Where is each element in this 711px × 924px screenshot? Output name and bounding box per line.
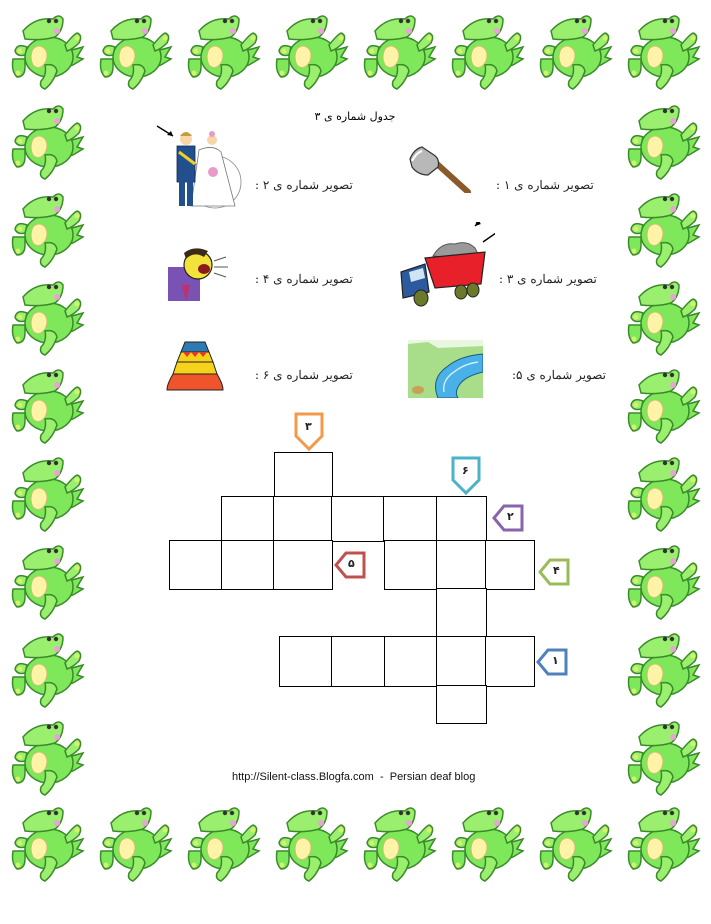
crossword-cell[interactable] bbox=[436, 540, 487, 590]
crocodile-icon bbox=[533, 5, 613, 91]
crocodile-icon bbox=[5, 623, 85, 709]
crocodile-icon bbox=[533, 797, 613, 883]
crocodile-icon bbox=[5, 183, 85, 269]
crossword-cell[interactable] bbox=[331, 496, 385, 542]
crocodile-icon bbox=[621, 359, 701, 445]
crocodile-icon bbox=[181, 797, 261, 883]
crocodile-icon bbox=[5, 447, 85, 533]
clue-6-label: تصویر شماره ی ۶ : bbox=[255, 368, 353, 382]
clue-3-label: تصویر شماره ی ۳ : bbox=[499, 272, 597, 286]
crossword-cell[interactable] bbox=[279, 636, 333, 687]
crossword-cell[interactable] bbox=[485, 636, 535, 687]
crossword-cell[interactable] bbox=[273, 540, 333, 590]
crocodile-icon bbox=[621, 711, 701, 797]
clue-tag-3-down: ۳ bbox=[294, 412, 324, 452]
page-title: جدول شماره ی ۳ bbox=[314, 110, 396, 123]
crocodile-icon bbox=[621, 535, 701, 621]
crocodile-icon bbox=[5, 535, 85, 621]
crossword-cell[interactable] bbox=[436, 636, 487, 687]
crocodile-icon bbox=[445, 797, 525, 883]
clue-tag-6-down: ۶ bbox=[451, 456, 481, 496]
crocodile-icon bbox=[5, 711, 85, 797]
clue-2-label: تصویر شماره ی ۲ : bbox=[255, 178, 353, 192]
clue-tag-1-across: ۱ bbox=[536, 648, 568, 676]
crocodile-icon bbox=[93, 797, 173, 883]
bride-and-groom-icon bbox=[155, 122, 245, 210]
crossword-cell[interactable] bbox=[169, 540, 223, 590]
crocodile-icon bbox=[621, 183, 701, 269]
crossword-cell[interactable] bbox=[331, 636, 386, 687]
crocodile-icon bbox=[269, 797, 349, 883]
shouting-man-icon bbox=[168, 245, 230, 301]
crocodile-icon bbox=[5, 5, 85, 91]
crocodile-icon bbox=[93, 5, 173, 91]
clue-4-label: تصویر شماره ی ۴ : bbox=[255, 272, 353, 286]
crossword-cell[interactable] bbox=[436, 496, 487, 542]
crocodile-icon bbox=[5, 271, 85, 357]
crocodile-icon bbox=[621, 5, 701, 91]
footer-link[interactable]: http://Silent-class.Blogfa.com - Persian deaf blog bbox=[232, 771, 476, 783]
crossword-cell[interactable] bbox=[436, 685, 487, 724]
crossword-cell[interactable] bbox=[221, 496, 275, 542]
crocodile-icon bbox=[621, 797, 701, 883]
crossword-cell[interactable] bbox=[436, 588, 487, 638]
clue-tag-2-across: ۲ bbox=[492, 504, 524, 532]
crocodile-icon bbox=[5, 359, 85, 445]
crossword-cell[interactable] bbox=[274, 452, 333, 498]
crocodile-icon bbox=[269, 5, 349, 91]
clue-tag-4-across: ۴ bbox=[538, 558, 570, 586]
crocodile-icon bbox=[445, 5, 525, 91]
crossword-cell[interactable] bbox=[384, 636, 438, 687]
crocodile-icon bbox=[181, 5, 261, 91]
axe-icon bbox=[408, 145, 473, 193]
crossword-cell[interactable] bbox=[273, 496, 333, 542]
crocodile-icon bbox=[621, 623, 701, 709]
skirt-icon bbox=[165, 340, 225, 396]
crocodile-icon bbox=[5, 797, 85, 883]
clue-1-label: تصویر شماره ی ۱ : bbox=[496, 178, 594, 192]
clue-5-label: تصویر شماره ی ۵: bbox=[512, 368, 606, 382]
crossword-cell[interactable] bbox=[383, 496, 438, 542]
crocodile-icon bbox=[621, 95, 701, 181]
dump-truck-icon bbox=[395, 222, 495, 308]
river-icon bbox=[408, 340, 483, 398]
crocodile-icon bbox=[621, 271, 701, 357]
crocodile-icon bbox=[357, 5, 437, 91]
crocodile-icon bbox=[621, 447, 701, 533]
crocodile-icon bbox=[5, 95, 85, 181]
crocodile-icon bbox=[357, 797, 437, 883]
crossword-cell[interactable] bbox=[221, 540, 275, 590]
clue-tag-5-across: ۵ bbox=[334, 551, 366, 579]
crossword-cell[interactable] bbox=[485, 540, 535, 590]
crossword-cell[interactable] bbox=[384, 540, 438, 590]
